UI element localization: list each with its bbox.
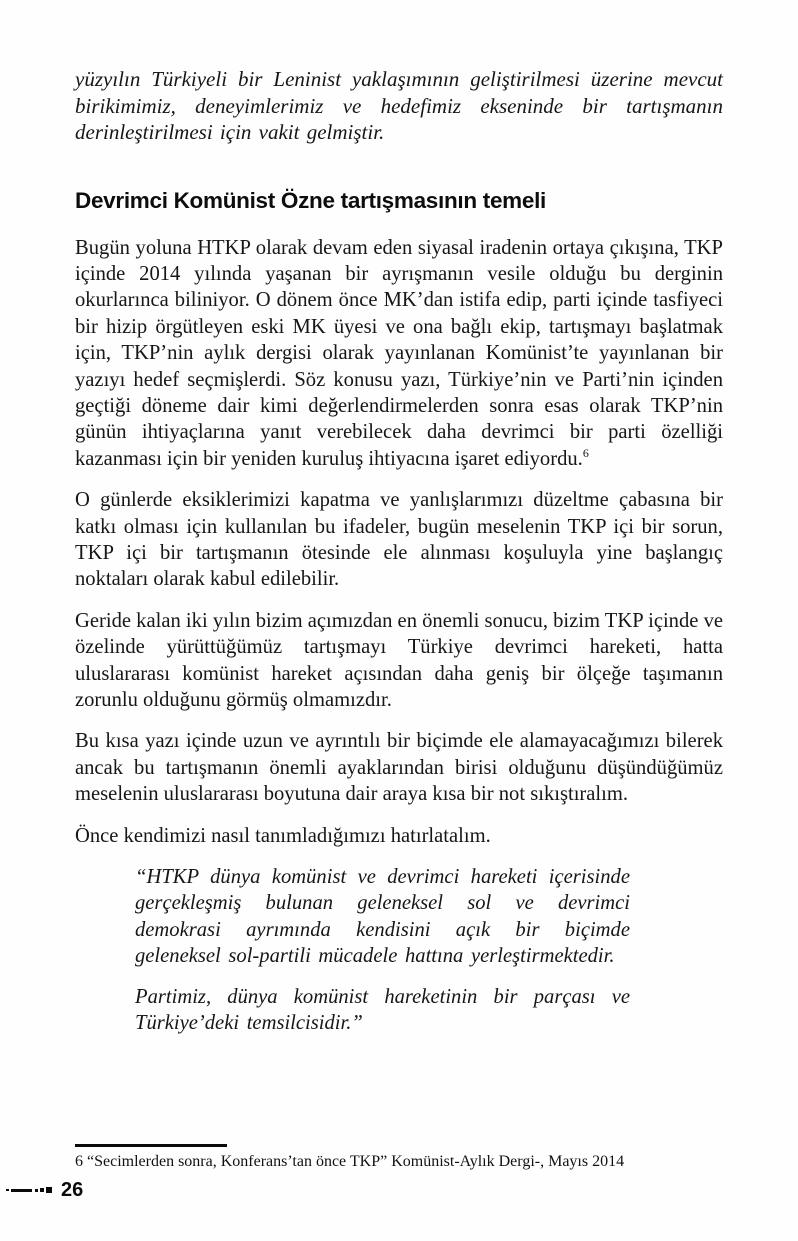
intro-paragraph: yüzyılın Türkiyeli bir Leninist yaklaşımının geliştirilmesi üzerine mevcut birikimimiz, deneyimlerimiz ve hedefimiz ekseninde bir tartışmanın derinleştirilmesi için vakit gelmiştir.	[75, 67, 723, 144]
footnote-text: “Secimlerden sonra, Konferans’tan önce TKP” Komünist-Aylık Dergi-, Mayıs 2014	[87, 1153, 625, 1170]
page-footer	[0, 1178, 83, 1202]
paragraph: O günlerde eksiklerimizi kapatma ve yanlışlarımızı düzeltme çabasına bir katkı olması için kullanılan bu ifadeler, bugün meselenin TKP içi bir sorun, TKP içi bir tartışmanın ötesinde ele alınması koşuluyla yine başlangıç noktaları olarak kabul edilebilir.	[75, 489, 723, 591]
footnote-reference: 6	[582, 445, 589, 460]
section-heading: Devrimci Komünist Özne tartışmasının temeli	[75, 187, 546, 213]
footer-square-ornament	[46, 1187, 52, 1193]
footer-line-ornament	[11, 1189, 32, 1192]
paragraph-text: Bugün yoluna HTKP olarak devam eden siyasal iradenin ortaya çıkışına, TKP içinde 2014 yılında yaşanan bir ayrışmanın vesile olduğu bu derginin okurlarınca biliniyor. O dönem önce MK’dan istifa edip, parti içinde tasfiyeci bir hizip örgütleyen eski MK üyesi ve ona bağlı ekip, tartışmayı başlatmak için, TKP’nin aylık dergisi olarak yayınlanan Komünist’te yayınlanan bir yazıyı hedef seçmişlerdi. Söz konusu yazı, Türkiye’nin ve Parti’nin içinden geçtiği döneme dair kimi değerlendirmelerden sonra esas olarak TKP’nin günün ihtiyaçlarına yanıt verebilecek daha devrimci bir parti özelliği kazanması için bir yeniden kuruluş ihtiyacına işaret ediyordu.	[75, 236, 723, 470]
paragraph: Önce kendimizi nasıl tanımladığımızı hatırlatalım.	[75, 824, 491, 847]
page-number: 26	[61, 1178, 84, 1201]
paragraph: Bu kısa yazı içinde uzun ve ayrıntılı bir biçimde ele alamayacağımızı bilerek ancak bu tartışmanın önemli ayaklarından birisi olduğunu düşündüğümüz meselenin uluslararası boyutuna dair araya kısa bir not sıkıştıralım.	[75, 730, 723, 806]
footer-square-ornament	[35, 1189, 38, 1192]
footer-square-ornament	[40, 1188, 44, 1192]
paragraph	[75, 235, 723, 473]
footnote-area	[75, 1144, 723, 1171]
footnote	[75, 1152, 723, 1171]
quote-paragraph: Partimiz, dünya komünist hareketinin bir parçası ve Türkiye’deki temsilcisidir.”	[135, 985, 630, 1035]
footnote-marker: 6	[75, 1153, 83, 1170]
paragraph: Geride kalan iki yılın bizim açımızdan en önemli sonucu, bizim TKP içinde ve özelinde yürüttüğümüz tartışmayı Türkiye devrimci hareketi, hatta uluslararası komünist hareket açısından daha geniş bir ölçeğe taşımanın zorunlu olduğunu görmüş olmamızdır.	[75, 609, 723, 711]
block-quote	[75, 864, 630, 1036]
footnote-separator-rule	[75, 1144, 227, 1147]
quote-paragraph: “HTKP dünya komünist ve devrimci hareketi içerisinde gerçekleşmiş bulunan geleneksel sol ve devrimci demokrasi ayrımında kendisini açık bir biçimde geleneksel sol-partili mücadele hattına yerleştirmektedir.	[135, 866, 630, 968]
footer-dot-ornament	[6, 1189, 9, 1191]
text-block	[75, 66, 723, 1036]
